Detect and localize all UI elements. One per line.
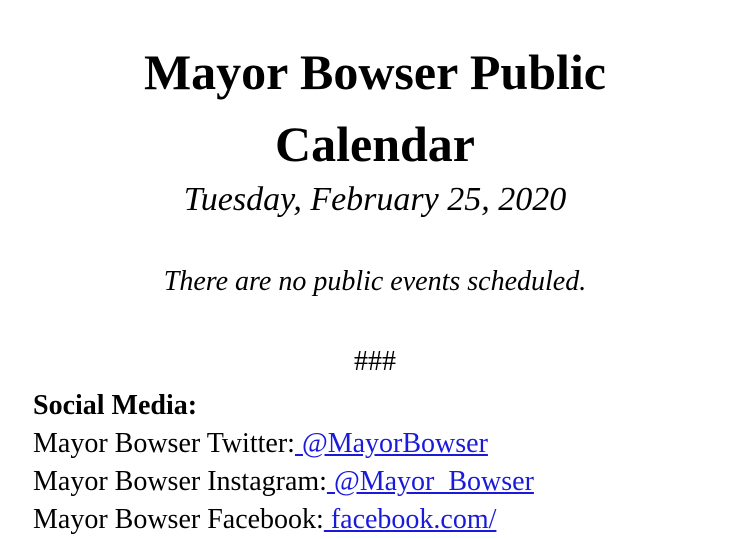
twitter-link[interactable]: @MayorBowser xyxy=(294,428,488,459)
facebook-row xyxy=(33,501,743,539)
no-events-note: There are no public events scheduled. xyxy=(163,266,587,297)
page-title-line-1: Mayor Bowser Public xyxy=(143,44,606,100)
instagram-link[interactable]: @Mayor_Bowser xyxy=(326,466,534,497)
end-separator: ### xyxy=(354,346,396,377)
instagram-label: Mayor Bowser Instagram: xyxy=(33,466,327,497)
twitter-label: Mayor Bowser Twitter: xyxy=(33,428,295,459)
instagram-row xyxy=(33,463,743,501)
social-media-heading: Social Media: xyxy=(33,390,198,421)
twitter-row xyxy=(33,425,743,463)
calendar-date: Tuesday, February 25, 2020 xyxy=(183,181,567,218)
social-media-section xyxy=(33,387,743,539)
facebook-label: Mayor Bowser Facebook: xyxy=(33,504,324,535)
facebook-link[interactable]: facebook.com/ xyxy=(323,504,497,535)
page-title-line-2: Calendar xyxy=(275,116,475,172)
